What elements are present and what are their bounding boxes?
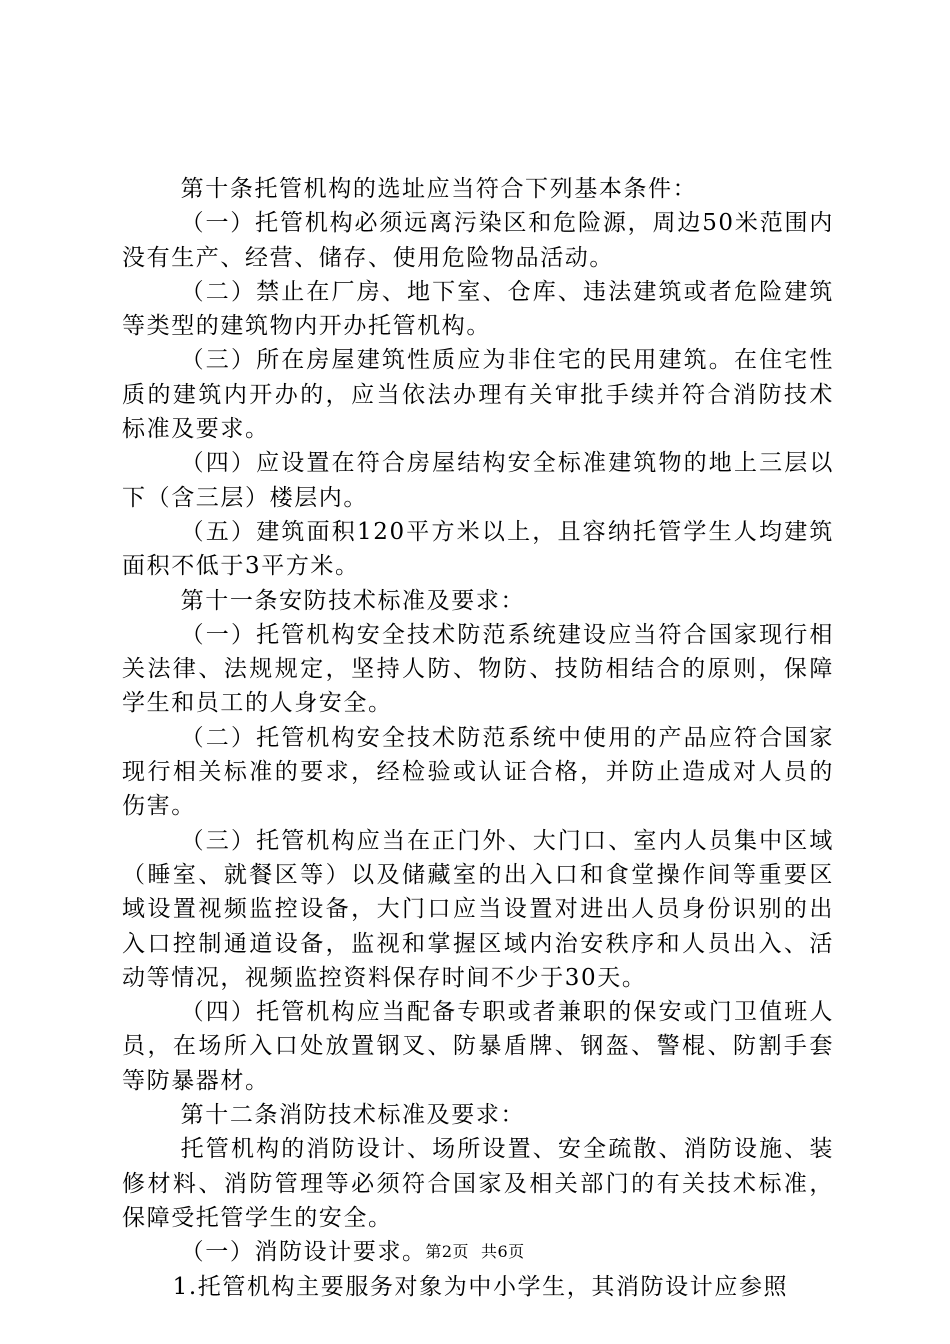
article-10-item-4: （四）应设置在符合房屋结构安全标准建筑物的地上三层以下（含三层）楼层内。 [122, 450, 834, 511]
article-12-intro: 托管机构的消防设计、场所设置、安全疏散、消防设施、装修材料、消防管理等必须符合国家及相关部门的有关技术标准，保障受托管学生的安全。 [122, 1136, 834, 1231]
page-footer [0, 1242, 950, 1262]
article-10-heading: 第十条托管机构的选址应当符合下列基本条件： [180, 176, 698, 202]
article-10-item-5: （五）建筑面积120平方米以上，且容纳托管学生人均建筑面积不低于3平方米。 [122, 518, 834, 580]
article-12-item-1-point-1: 1.托管机构主要服务对象为中小学生，其消防设计应参照 [172, 1273, 789, 1300]
article-10-item-2: （二）禁止在厂房、地下室、仓库、违法建筑或者危险建筑等类型的建筑物内开办托管机构。 [122, 278, 834, 340]
article-11-heading: 第十一条安防技术标准及要求： [180, 587, 526, 614]
article-10-item-3: （三）所在房屋建筑性质应为非住宅的民用建筑。在住宅性质的建筑内开办的，应当依法办理有关审批手续并符合消防技术标准及要求。 [122, 347, 834, 443]
article-11-item-3: （三）托管机构应当在正门外、大门口、室内人员集中区域（睡室、就餐区等）以及储藏室的出入口和食堂操作间等重要区域设置视频监控设备，大门口应当设置对进出人员身份识别的出入口控制通道设备，监视和掌握区域内治安秩序和人员出入、活动等情况，视频监控资料保存时间不少于30天。 [122, 827, 834, 991]
page-number: 第2页 [425, 1242, 469, 1261]
page-total: 共6页 [481, 1242, 525, 1261]
document-body [122, 172, 834, 1304]
article-12-item-1-heading: （一）消防设计要求。 [180, 1239, 427, 1266]
article-12-heading: 第十二条消防技术标准及要求： [180, 1102, 526, 1129]
article-11-item-4: （四）托管机构应当配备专职或者兼职的保安或门卫值班人员，在场所入口处放置钢叉、防暴盾牌、钢盔、警棍、防割手套等防暴器材。 [122, 999, 834, 1094]
article-10-item-1: （一）托管机构必须远离污染区和危险源，周边50米范围内没有生产、经营、储存、使用危险物品活动。 [122, 210, 834, 271]
article-11-item-2: （二）托管机构安全技术防范系统中使用的产品应符合国家现行相关标准的要求，经检验或认证合格，并防止造成对人员的伤害。 [122, 724, 834, 820]
article-11-item-1: （一）托管机构安全技术防范系统建设应当符合国家现行相关法律、法规规定，坚持人防、物防、技防相结合的原则，保障学生和员工的人身安全。 [122, 621, 834, 717]
